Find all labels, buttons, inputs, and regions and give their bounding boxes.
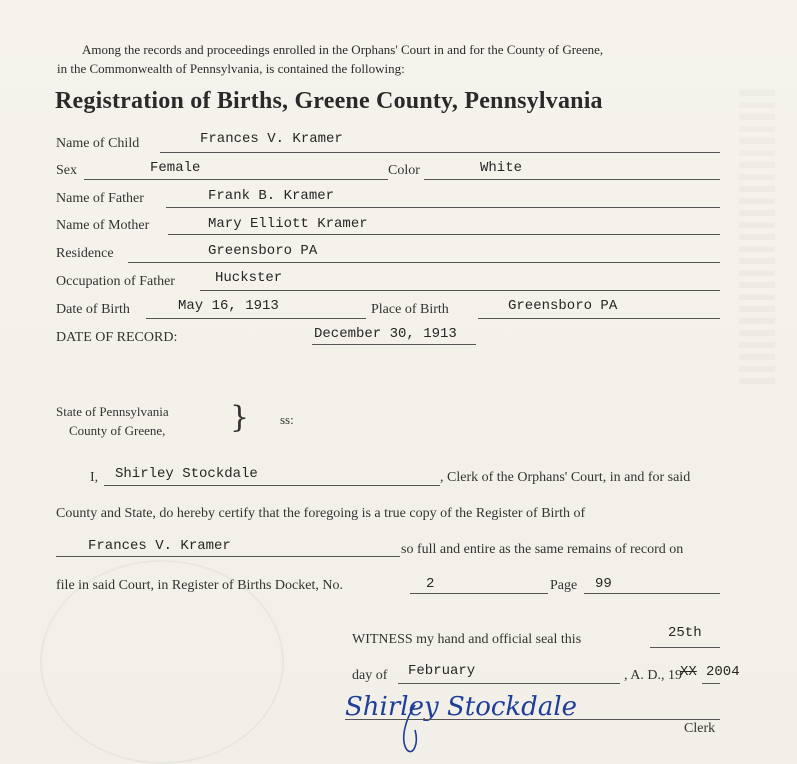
intro-line-1: Among the records and proceedings enrolled in the Orphans' Court in and for the County of Greene, [82,42,604,57]
clerk-title-text: , Clerk of the Orphans' Court, in and for said [440,470,691,485]
child-name-underline [160,152,720,153]
page-label: Page [550,578,578,593]
color-label: Color [388,163,420,178]
witness-day-underline [650,647,720,648]
page-number: 99 [595,576,612,592]
witness-month: February [408,663,476,679]
witness-year: 2004 [706,664,740,680]
cert-i-label: I, [90,470,99,485]
father-name-underline [166,207,720,208]
color-value: White [480,160,523,176]
clerk-name-value: Shirley Stockdale [115,466,258,482]
occupation-value: Huckster [215,270,283,286]
color-underline [424,179,720,180]
venue-ss: ss: [280,412,294,427]
docket-number: 2 [426,576,435,592]
dob-underline [146,318,366,319]
ad-label: , A. D., 19 [624,668,682,683]
document-title: Registration of Births, Greene County, Pennsylvania [55,88,603,114]
venue-county: County of Greene, [69,423,166,438]
residence-underline [128,262,720,263]
venue-state: State of Pennsylvania [56,404,169,419]
day-of-label: day of [352,668,388,683]
clerk-signature: Shirley Stockdale [345,692,578,722]
witness-text: WITNESS my hand and official seal this [352,632,582,647]
pob-value: Greensboro PA [508,298,618,314]
venue-brace: } [230,400,250,435]
year-underline [702,683,720,684]
sex-underline [84,179,388,180]
month-underline [398,683,620,684]
cert-line-4: file in said Court, in Register of Births Docket, No. [56,578,343,593]
mother-name-value: Mary Elliott Kramer [208,216,368,232]
struck-century: XX [680,664,697,680]
mother-name-underline [168,234,720,235]
residence-value: Greensboro PA [208,243,318,259]
date-of-record-value: December 30, 1913 [314,326,457,342]
page-underline [584,593,720,594]
signature-flourish [395,700,435,755]
subject-name-value: Frances V. Kramer [88,538,231,554]
dob-label: Date of Birth [56,302,130,317]
sex-label: Sex [56,163,77,178]
reverse-side-bleed [739,90,775,390]
cert-line-3-tail: so full and entire as the same remains of record on [401,542,684,557]
date-of-record-label: DATE OF RECORD: [56,330,178,345]
cert-line-2: County and State, do hereby certify that the foregoing is a true copy of the Register of Birth of [56,506,586,521]
signature-underline [345,719,720,720]
pob-underline [478,318,720,319]
clerk-name-underline [104,485,440,486]
child-name-value: Frances V. Kramer [200,131,343,147]
father-name-label: Name of Father [56,191,144,206]
intro-line-2: in the Commonwealth of Pennsylvania, is contained the following: [57,61,405,76]
child-name-label: Name of Child [56,136,140,151]
pob-label: Place of Birth [371,302,449,317]
occupation-underline [200,290,720,291]
sex-value: Female [150,160,201,176]
witness-day: 25th [668,625,702,641]
occupation-label: Occupation of Father [56,274,175,289]
residence-label: Residence [56,246,114,261]
date-of-record-underline [312,344,476,345]
subject-name-underline [56,556,400,557]
father-name-value: Frank B. Kramer [208,188,335,204]
docket-underline [410,593,548,594]
mother-name-label: Name of Mother [56,218,150,233]
clerk-label: Clerk [684,721,716,736]
dob-value: May 16, 1913 [178,298,279,314]
